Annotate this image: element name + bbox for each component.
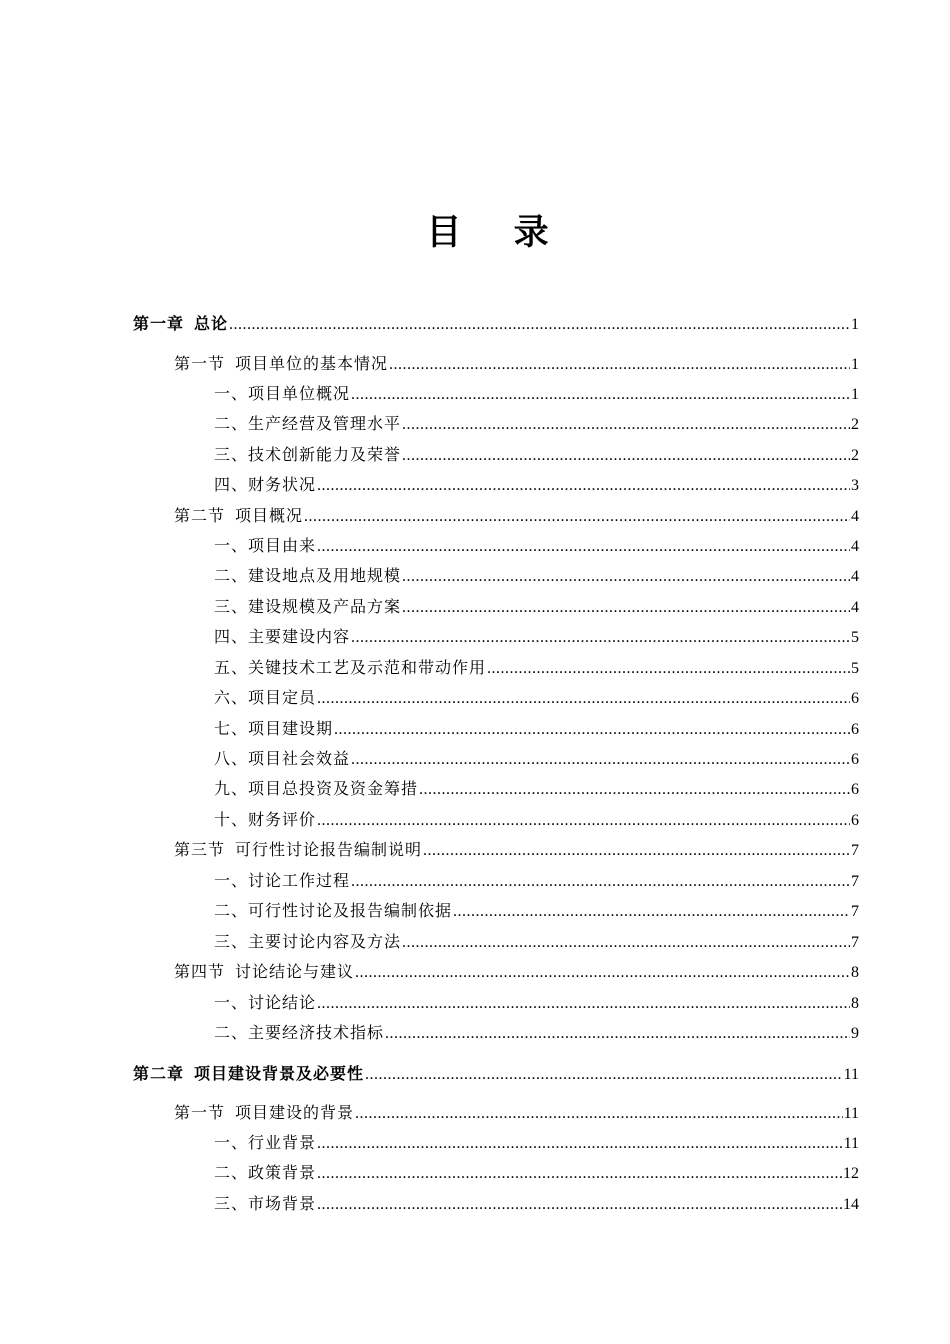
toc-entry-number: 第一章 [133, 314, 185, 333]
toc-entry[interactable] [214, 807, 859, 833]
toc-entry-text: 生产经营及管理水平 [248, 414, 402, 433]
toc-entry[interactable] [214, 1020, 859, 1046]
toc-entry-text: 项目定员 [248, 688, 317, 707]
toc-page-number: 4 [851, 599, 859, 616]
toc-entry[interactable] [214, 624, 859, 650]
toc-page-number: 5 [851, 660, 859, 677]
toc-page-number: 7 [851, 873, 859, 890]
toc-dot-leader [355, 1101, 843, 1127]
toc-entry-number: 三、 [214, 1194, 249, 1213]
toc-dot-leader [402, 564, 850, 590]
toc-entry-text: 项目总投资及资金筹措 [248, 779, 419, 798]
toc-entry-number: 一、 [214, 384, 249, 403]
toc-dot-leader [419, 777, 850, 803]
toc-dot-leader [389, 352, 850, 378]
toc-page-number: 11 [843, 1105, 859, 1122]
toc-entry-number: 六、 [214, 688, 249, 707]
toc-entry-number: 一、 [214, 871, 249, 890]
toc-page-number: 4 [851, 508, 859, 525]
toc-entry-number: 八、 [214, 749, 249, 768]
toc-dot-leader [355, 960, 850, 986]
toc-entry-number: 一、 [214, 536, 249, 555]
toc-entry-title [214, 1191, 316, 1217]
toc-dot-leader [317, 534, 850, 560]
toc-entry[interactable] [174, 959, 859, 985]
toc-entry-title [133, 1061, 364, 1087]
toc-entry-number: 第一节 [174, 1103, 226, 1122]
toc-entry[interactable] [214, 1191, 859, 1217]
toc-page-number: 6 [851, 721, 859, 738]
toc-entry-text: 项目单位的基本情况 [235, 354, 389, 373]
toc-entry[interactable] [214, 1130, 859, 1156]
toc-entry-title [214, 776, 418, 802]
toc-page-number: 6 [851, 751, 859, 768]
toc-entry-text: 讨论结论 [248, 993, 317, 1012]
toc-entry[interactable] [174, 503, 859, 529]
toc-page-number: 1 [851, 316, 859, 333]
toc-dot-leader [351, 747, 850, 773]
toc-entry-number: 第四节 [174, 962, 226, 981]
toc-entry-text: 主要经济技术指标 [248, 1023, 385, 1042]
toc-dot-leader [487, 656, 850, 682]
toc-entry-number: 四、 [214, 475, 249, 494]
toc-page-number: 2 [851, 416, 859, 433]
toc-entry-number: 二、 [214, 414, 249, 433]
toc-entry[interactable] [214, 776, 859, 802]
toc-entry-text: 政策背景 [248, 1163, 317, 1182]
toc-page-number: 8 [851, 964, 859, 981]
toc-page-number: 12 [843, 1165, 859, 1182]
toc-dot-leader [317, 808, 850, 834]
toc-entry-text: 讨论工作过程 [248, 871, 351, 890]
toc-page-number: 8 [851, 995, 859, 1012]
toc-entry-title [174, 351, 388, 377]
toc-entry-number: 十、 [214, 810, 249, 829]
toc-entry[interactable] [214, 563, 859, 589]
toc-dot-leader [402, 412, 850, 438]
toc-entry-number: 第一节 [174, 354, 226, 373]
toc-page-number: 7 [851, 842, 859, 859]
toc-entry-title [214, 1160, 316, 1186]
toc-entry-number: 第二章 [133, 1064, 185, 1083]
toc-entry-title [214, 655, 486, 681]
toc-dot-leader [402, 443, 850, 469]
toc-entry-title [214, 624, 350, 650]
toc-dot-leader [317, 473, 850, 499]
toc-entry-text: 可行性讨论报告编制说明 [235, 840, 423, 859]
toc-entry-title [214, 898, 452, 924]
toc-entry-title [174, 503, 303, 529]
toc-entry-text: 财务评价 [248, 810, 317, 829]
toc-page-number: 3 [851, 477, 859, 494]
toc-page-number: 2 [851, 447, 859, 464]
toc-entry-text: 讨论结论与建议 [235, 962, 355, 981]
toc-entry[interactable] [214, 685, 859, 711]
toc-dot-leader [317, 1161, 842, 1187]
toc-page-number: 7 [851, 934, 859, 951]
toc-page-number: 11 [843, 1135, 859, 1152]
toc-entry-title [214, 990, 316, 1016]
toc-dot-leader [351, 869, 850, 895]
toc-entry-text: 项目由来 [248, 536, 317, 555]
toc-entry[interactable] [214, 990, 859, 1016]
toc-entry-title [214, 381, 350, 407]
toc-dot-leader [351, 382, 850, 408]
toc-entry-text: 建设规模及产品方案 [248, 597, 402, 616]
toc-entry-title [214, 868, 350, 894]
toc-entry-number: 四、 [214, 627, 249, 646]
toc-entry-number: 第三节 [174, 840, 226, 859]
toc-dot-leader [317, 686, 850, 712]
toc-entry-text: 可行性讨论及报告编制依据 [248, 901, 453, 920]
toc-page-number: 6 [851, 812, 859, 829]
toc-entry-text: 关键技术工艺及示范和带动作用 [248, 658, 487, 677]
toc-entry[interactable] [133, 311, 859, 337]
toc-entry[interactable] [214, 746, 859, 772]
toc-entry[interactable] [214, 533, 859, 559]
toc-dot-leader [402, 595, 850, 621]
toc-dot-leader [304, 504, 850, 530]
toc-dot-leader [334, 717, 850, 743]
toc-dot-leader [453, 899, 850, 925]
toc-dot-leader [423, 838, 850, 864]
toc-entry[interactable] [214, 898, 859, 924]
toc-entry-text: 财务状况 [248, 475, 317, 494]
toc-entry-title [214, 929, 401, 955]
toc-page-number: 4 [851, 568, 859, 585]
toc-dot-leader [365, 1062, 843, 1088]
toc-entry-title [214, 746, 350, 772]
toc-entry-title [214, 563, 401, 589]
toc-dot-leader [229, 312, 850, 338]
toc-title: 目 录 [426, 213, 569, 253]
toc-entry-number: 五、 [214, 658, 249, 677]
toc-page-number: 14 [843, 1196, 859, 1213]
toc-entry-text: 总论 [194, 314, 229, 333]
toc-entry-title [214, 411, 401, 437]
toc-entry-title [214, 533, 316, 559]
toc-entry-text: 项目建设背景及必要性 [194, 1064, 365, 1083]
toc-entry-title [214, 716, 333, 742]
toc-entry[interactable] [214, 381, 859, 407]
toc-entry[interactable] [133, 1061, 859, 1087]
toc-page-number: 1 [851, 386, 859, 403]
toc-entry[interactable] [174, 837, 859, 863]
toc-dot-leader [351, 625, 850, 651]
toc-entry-text: 建设地点及用地规模 [248, 566, 402, 585]
toc-entry[interactable] [214, 472, 859, 498]
toc-entry-title [133, 311, 228, 337]
toc-dot-leader [402, 930, 850, 956]
toc-entry-text: 主要讨论内容及方法 [248, 932, 402, 951]
toc-page-number: 11 [843, 1066, 859, 1083]
toc-page-number: 9 [851, 1025, 859, 1042]
toc-page-number: 6 [851, 781, 859, 798]
toc-entry-number: 二、 [214, 1163, 249, 1182]
toc-entry[interactable] [174, 351, 859, 377]
toc-entry-number: 第二节 [174, 506, 226, 525]
toc-page-number: 6 [851, 690, 859, 707]
toc-entry[interactable] [214, 442, 859, 468]
toc-entry[interactable] [214, 411, 859, 437]
toc-entry-number: 一、 [214, 993, 249, 1012]
toc-entry[interactable] [214, 716, 859, 742]
toc-entry-title [174, 959, 354, 985]
toc-dot-leader [317, 1192, 842, 1218]
toc-entry[interactable] [174, 1100, 859, 1126]
toc-entry-number: 三、 [214, 445, 249, 464]
toc-dot-leader [317, 991, 850, 1017]
toc-entry-text: 项目建设期 [248, 719, 334, 738]
toc-dot-leader [385, 1021, 850, 1047]
toc-entry[interactable] [214, 929, 859, 955]
toc-entry-text: 主要建设内容 [248, 627, 351, 646]
toc-entry-title [214, 442, 401, 468]
toc-entry-number: 二、 [214, 901, 249, 920]
toc-entry[interactable] [214, 594, 859, 620]
toc-entry-number: 一、 [214, 1133, 249, 1152]
toc-page-number: 7 [851, 903, 859, 920]
toc-entry-text: 项目概况 [235, 506, 304, 525]
toc-entry-number: 二、 [214, 1023, 249, 1042]
toc-page-number: 1 [851, 356, 859, 373]
toc-entry-number: 二、 [214, 566, 249, 585]
toc-entry-text: 技术创新能力及荣誉 [248, 445, 402, 464]
toc-entry-number: 三、 [214, 932, 249, 951]
toc-entry-title [214, 685, 316, 711]
toc-entry[interactable] [214, 868, 859, 894]
toc-entry-title [214, 807, 316, 833]
toc-page-number: 5 [851, 629, 859, 646]
toc-entry-number: 三、 [214, 597, 249, 616]
toc-entry-number: 九、 [214, 779, 249, 798]
toc-page-number: 4 [851, 538, 859, 555]
toc-entry-title [214, 472, 316, 498]
toc-entry-text: 项目建设的背景 [235, 1103, 355, 1122]
toc-entry-title [214, 1020, 384, 1046]
toc-entry-title [174, 837, 422, 863]
toc-entry[interactable] [214, 1160, 859, 1186]
toc-entry-text: 市场背景 [248, 1194, 317, 1213]
toc-entry-number: 七、 [214, 719, 249, 738]
toc-dot-leader [317, 1131, 843, 1157]
toc-entry-title [174, 1100, 354, 1126]
toc-entry[interactable] [214, 655, 859, 681]
toc-entry-text: 行业背景 [248, 1133, 317, 1152]
toc-entry-title [214, 594, 401, 620]
toc-entry-text: 项目社会效益 [248, 749, 351, 768]
toc-entry-text: 项目单位概况 [248, 384, 351, 403]
toc-entry-title [214, 1130, 316, 1156]
